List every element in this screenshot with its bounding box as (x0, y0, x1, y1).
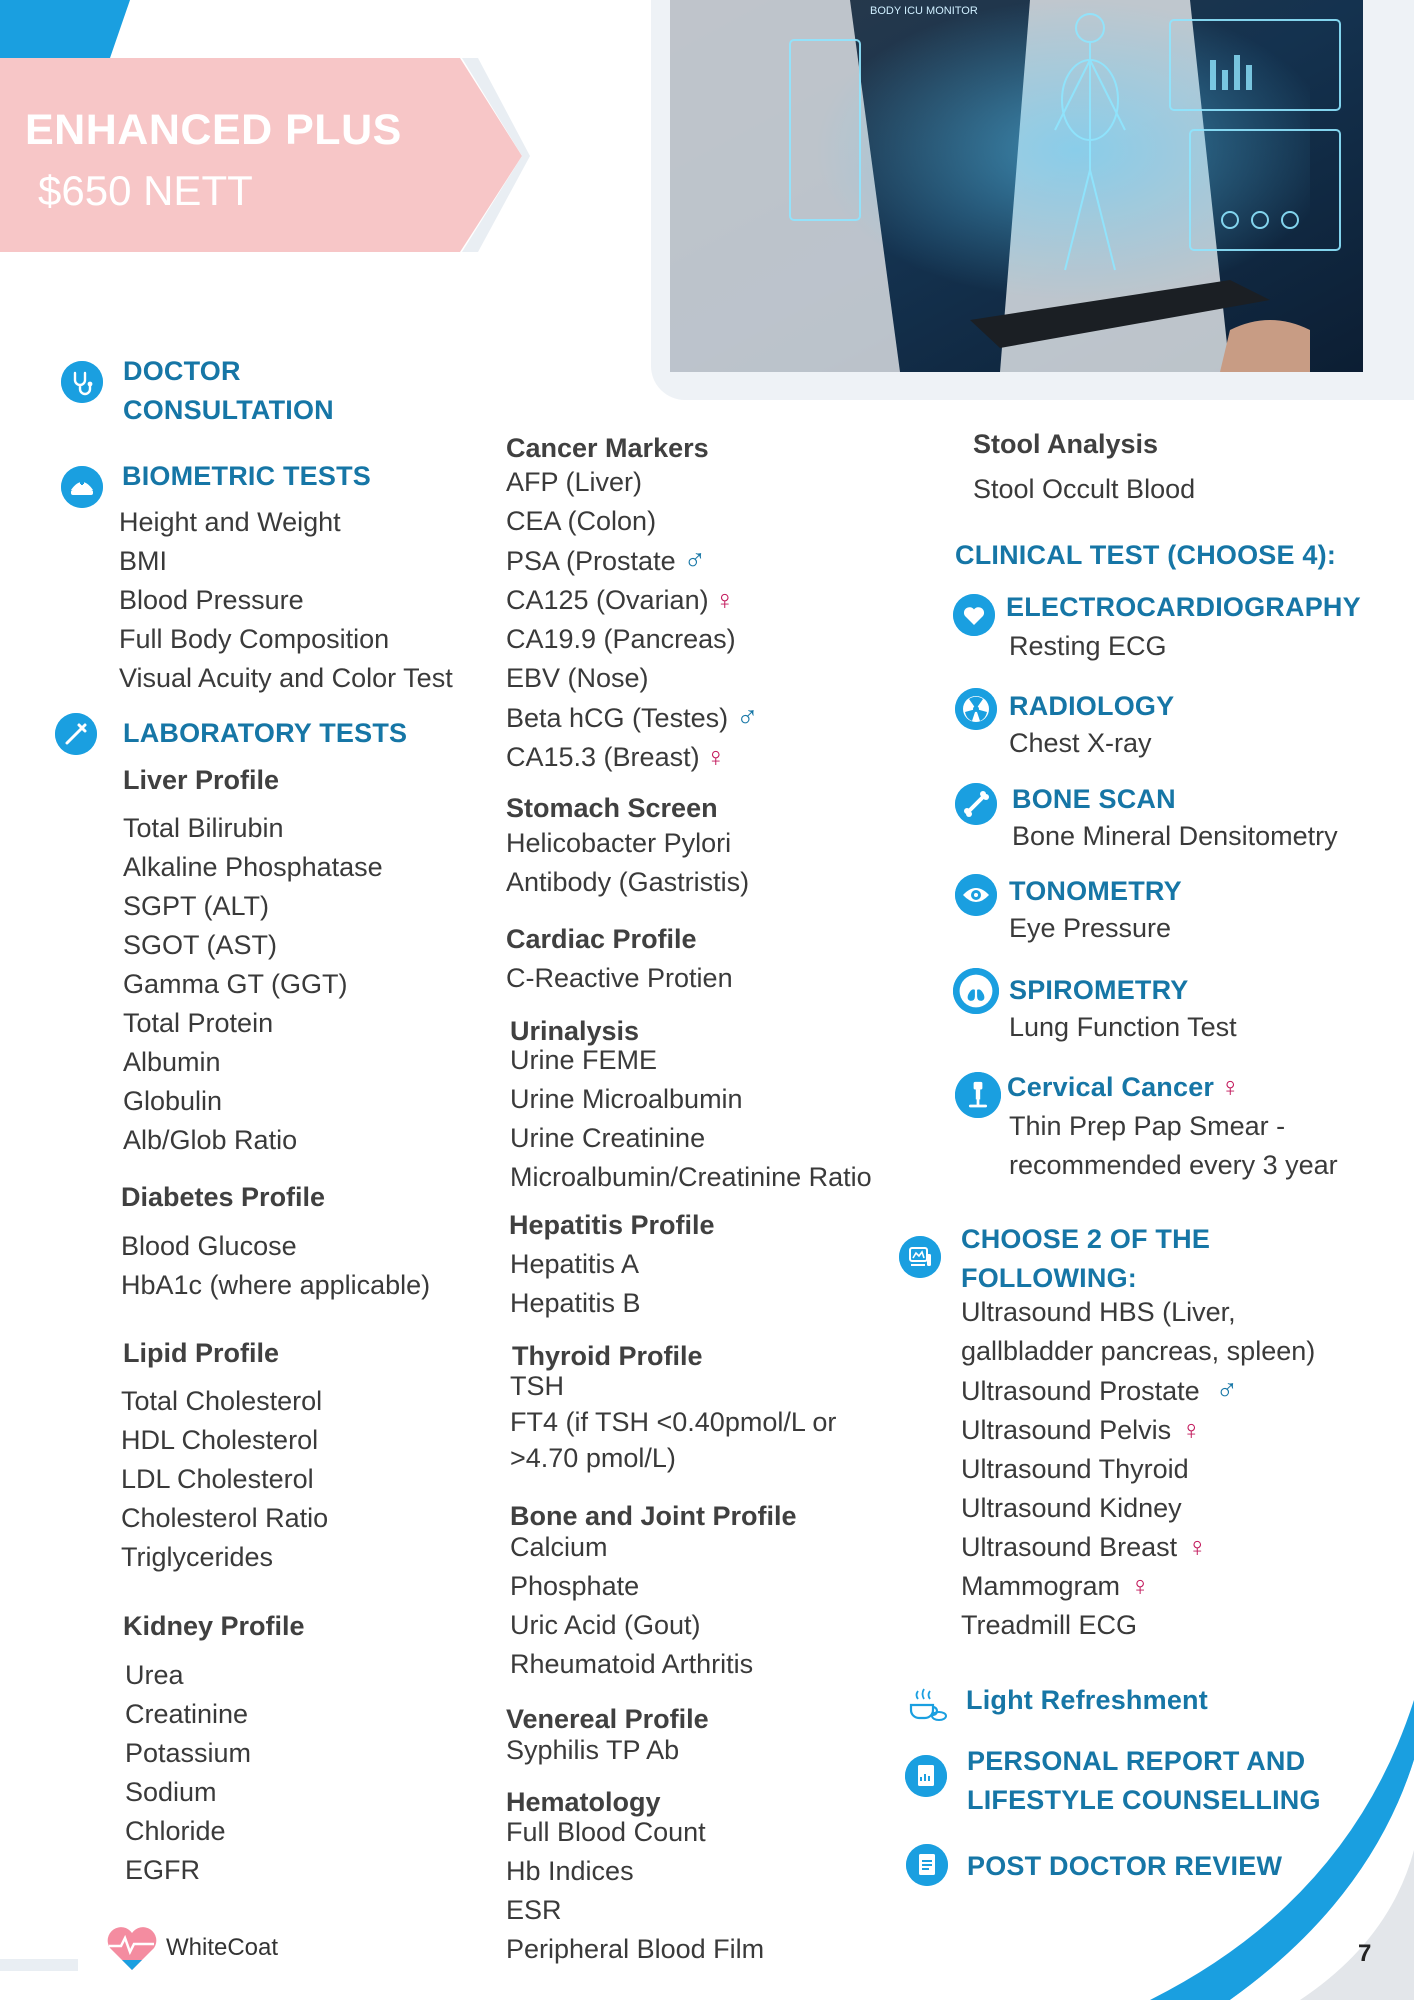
female-icon: ♀ (1181, 1415, 1202, 1445)
list-item: Thin Prep Pap Smear - (1009, 1111, 1286, 1141)
list-item: Height and Weight (119, 507, 341, 537)
list-item: Calcium (510, 1532, 608, 1562)
radiology-heading: RADIOLOGY (1009, 691, 1175, 721)
biometric-list (119, 503, 453, 698)
list-item: Ultrasound Breast ♀ (961, 1532, 1208, 1562)
list-item: Triglycerides (121, 1542, 274, 1572)
bone-joint-profile-list (510, 1528, 753, 1684)
list-item: recommended every 3 year (1009, 1150, 1338, 1180)
urinalysis-title: Urinalysis (510, 1016, 640, 1046)
syringe-icon (55, 713, 97, 755)
lipid-profile-list (121, 1382, 328, 1577)
radiation-icon (955, 688, 997, 730)
list-item: Microalbumin/Creatinine Ratio (510, 1162, 872, 1192)
list-item: CA125 (Ovarian) ♀ (506, 585, 735, 615)
page-number: 7 (1358, 1940, 1372, 1967)
doctor-consultation-line-2: CONSULTATION (123, 395, 334, 425)
hematology-title: Hematology (506, 1787, 661, 1817)
bone-scan-heading: BONE SCAN (1012, 784, 1176, 814)
list-item: Ultrasound HBS (Liver, (961, 1297, 1236, 1327)
list-item: Hepatitis A (510, 1249, 640, 1279)
list-item: Full Blood Count (506, 1817, 706, 1847)
list-item: Ultrasound Kidney (961, 1493, 1182, 1523)
bone-joint-profile-title: Bone and Joint Profile (510, 1501, 797, 1531)
liver-profile-title: Liver Profile (123, 765, 280, 795)
list-item: gallbladder pancreas, spleen) (961, 1336, 1316, 1366)
choose-two-heading (961, 1220, 1210, 1298)
male-icon: ♂ (1215, 1374, 1239, 1407)
footer-bar (0, 1959, 78, 1971)
list-item: Total Protein (123, 1008, 274, 1038)
top-left-blue-shape (0, 0, 140, 62)
photo-overlay-text: BODY ICU MONITOR (870, 5, 978, 17)
list-item: Full Body Composition (119, 624, 390, 654)
report-icon (905, 1755, 947, 1797)
bone-icon (955, 783, 997, 825)
plan-title: ENHANCED PLUS (25, 106, 402, 154)
cervical-cancer-list (1009, 1107, 1338, 1185)
list-item: EBV (Nose) (506, 663, 649, 693)
female-icon: ♀ (705, 742, 726, 772)
venereal-profile-title: Venereal Profile (506, 1704, 709, 1734)
heart-icon (953, 594, 995, 636)
corner-decoration (1150, 1700, 1414, 2000)
thyroid-profile-list (510, 1368, 836, 1476)
list-item: TSH (510, 1371, 564, 1401)
review-icon (906, 1844, 948, 1886)
venereal-profile-list (506, 1731, 679, 1770)
female-icon: ♀ (714, 585, 735, 615)
list-item: BMI (119, 546, 168, 576)
tonometry-item: Eye Pressure (1009, 913, 1172, 943)
radiology-item: Chest X-ray (1009, 728, 1152, 758)
lungs-icon (953, 968, 999, 1014)
list-item: Urine FEME (510, 1045, 658, 1075)
hero-photo (670, 0, 1363, 372)
list-item: LDL Cholesterol (121, 1464, 314, 1494)
list-item: C-Reactive Protien (506, 963, 733, 993)
list-item: Hepatitis B (510, 1288, 641, 1318)
list-item: Sodium (125, 1777, 217, 1807)
stool-analysis-title: Stool Analysis (973, 429, 1159, 459)
hepatitis-profile-list (510, 1245, 641, 1323)
list-item: CA15.3 (Breast) ♀ (506, 742, 726, 772)
list-item: ESR (506, 1895, 562, 1925)
list-item: Blood Glucose (121, 1231, 297, 1261)
list-item: EGFR (125, 1855, 201, 1885)
personal-report-line-1: PERSONAL REPORT AND (967, 1746, 1306, 1776)
doctor-consultation-heading (123, 352, 334, 430)
list-item: Syphilis TP Ab (506, 1735, 680, 1765)
stomach-screen-list (506, 824, 749, 902)
hematology-list (506, 1813, 764, 1969)
list-item: Visual Acuity and Color Test (119, 663, 453, 693)
list-item: Cholesterol Ratio (121, 1503, 329, 1533)
cancer-markers-list (506, 463, 759, 777)
cancer-markers-title: Cancer Markers (506, 433, 709, 463)
plan-price: $650 NETT (38, 167, 253, 214)
choose-two-line-2: FOLLOWING: (961, 1263, 1137, 1293)
list-item: Hb Indices (506, 1856, 634, 1886)
list-item: Urine Microalbumin (510, 1084, 743, 1114)
thyroid-profile-title: Thyroid Profile (512, 1341, 703, 1371)
list-item: Helicobacter Pylori (506, 828, 732, 858)
list-item: FT4 (if TSH <0.40pmol/L or (510, 1407, 837, 1437)
personal-report-line-2: LIFESTYLE COUNSELLING (967, 1785, 1321, 1815)
urinalysis-list (510, 1041, 872, 1197)
list-item: Rheumatoid Arthritis (510, 1649, 754, 1679)
cervical-cancer-heading: Cervical Cancer ♀ (1007, 1072, 1241, 1102)
list-item: Alkaline Phosphatase (123, 852, 383, 882)
list-item: Mammogram ♀ (961, 1571, 1151, 1601)
laboratory-heading: LABORATORY TESTS (123, 718, 408, 748)
kidney-profile-title: Kidney Profile (123, 1611, 305, 1641)
list-item: Phosphate (510, 1571, 640, 1601)
list-item: SGOT (AST) (123, 930, 278, 960)
list-item: Beta hCG (Testes) ♂ (506, 701, 759, 734)
list-item: Stool Occult Blood (973, 474, 1196, 504)
list-item: AFP (Liver) (506, 467, 643, 497)
doctor-consultation-line-1: DOCTOR (123, 356, 241, 386)
kidney-profile-list (125, 1656, 251, 1890)
ecg-heading: ELECTROCARDIOGRAPHY (1006, 592, 1361, 622)
lipid-profile-title: Lipid Profile (123, 1338, 280, 1368)
choose-two-line-1: CHOOSE 2 OF THE (961, 1224, 1211, 1254)
list-item: Antibody (Gastristis) (506, 867, 750, 897)
spirometry-item: Lung Function Test (1009, 1012, 1237, 1042)
list-item: >4.70 pmol/L) (510, 1443, 676, 1473)
list-item: Blood Pressure (119, 585, 304, 615)
list-item: Alb/Glob Ratio (123, 1125, 298, 1155)
liver-profile-list (123, 809, 383, 1160)
list-item: Globulin (123, 1086, 223, 1116)
list-item: PSA (Prostate ♂ (506, 544, 707, 577)
microscope-icon (955, 1072, 1001, 1118)
list-item: Chloride (125, 1816, 226, 1846)
choose-two-list (961, 1293, 1315, 1645)
list-item: Peripheral Blood Film (506, 1934, 765, 1964)
refreshment-icon (905, 1685, 947, 1726)
ultrasound-icon (899, 1236, 941, 1278)
ecg-item: Resting ECG (1009, 631, 1167, 661)
list-item: HDL Cholesterol (121, 1425, 319, 1455)
cardiac-profile-title: Cardiac Profile (506, 924, 697, 954)
stomach-screen-title: Stomach Screen (506, 793, 718, 823)
female-icon: ♀ (1220, 1072, 1241, 1102)
list-item: Gamma GT (GGT) (123, 969, 348, 999)
tonometry-heading: TONOMETRY (1009, 876, 1182, 906)
list-item: Ultrasound Prostate ♂ (961, 1374, 1239, 1407)
diabetes-profile-list (121, 1227, 430, 1305)
nurse-cap-icon (61, 466, 103, 508)
list-item: Uric Acid (Gout) (510, 1610, 701, 1640)
male-icon: ♂ (683, 544, 707, 577)
list-item: SGPT (ALT) (123, 891, 270, 921)
male-icon: ♂ (736, 701, 759, 734)
list-item: Urea (125, 1660, 184, 1690)
brand-name: WhiteCoat (166, 1934, 279, 1961)
diabetes-profile-title: Diabetes Profile (121, 1182, 326, 1212)
whitecoat-logo (103, 1920, 161, 1979)
post-doctor-review-heading: POST DOCTOR REVIEW (967, 1851, 1283, 1881)
hepatitis-profile-title: Hepatitis Profile (509, 1210, 715, 1240)
spirometry-heading: SPIROMETRY (1009, 975, 1189, 1005)
list-item: Total Cholesterol (121, 1386, 323, 1416)
stool-analysis-list (973, 470, 1195, 509)
cardiac-profile-list (506, 959, 733, 998)
list-item: Creatinine (125, 1699, 249, 1729)
female-icon: ♀ (1130, 1571, 1151, 1601)
female-icon: ♀ (1187, 1532, 1208, 1562)
list-item: Total Bilirubin (123, 813, 284, 843)
clinical-test-heading: CLINICAL TEST (CHOOSE 4): (955, 540, 1337, 570)
list-item: Urine Creatinine (510, 1123, 706, 1153)
list-item: Ultrasound Pelvis ♀ (961, 1415, 1202, 1445)
list-item: CA19.9 (Pancreas) (506, 624, 736, 654)
list-item: Treadmill ECG (961, 1610, 1138, 1640)
list-item: Ultrasound Thyroid (961, 1454, 1189, 1484)
eye-icon (955, 874, 997, 916)
biometric-heading: BIOMETRIC TESTS (122, 461, 372, 491)
price-banner (0, 58, 530, 258)
list-item: CEA (Colon) (506, 506, 657, 536)
list-item: Potassium (125, 1738, 252, 1768)
stethoscope-icon (61, 361, 103, 403)
list-item: HbA1c (where applicable) (121, 1270, 431, 1300)
list-item: Albumin (123, 1047, 221, 1077)
bone-scan-item: Bone Mineral Densitometry (1012, 821, 1338, 851)
refreshment-heading: Light Refreshment (966, 1685, 1208, 1715)
